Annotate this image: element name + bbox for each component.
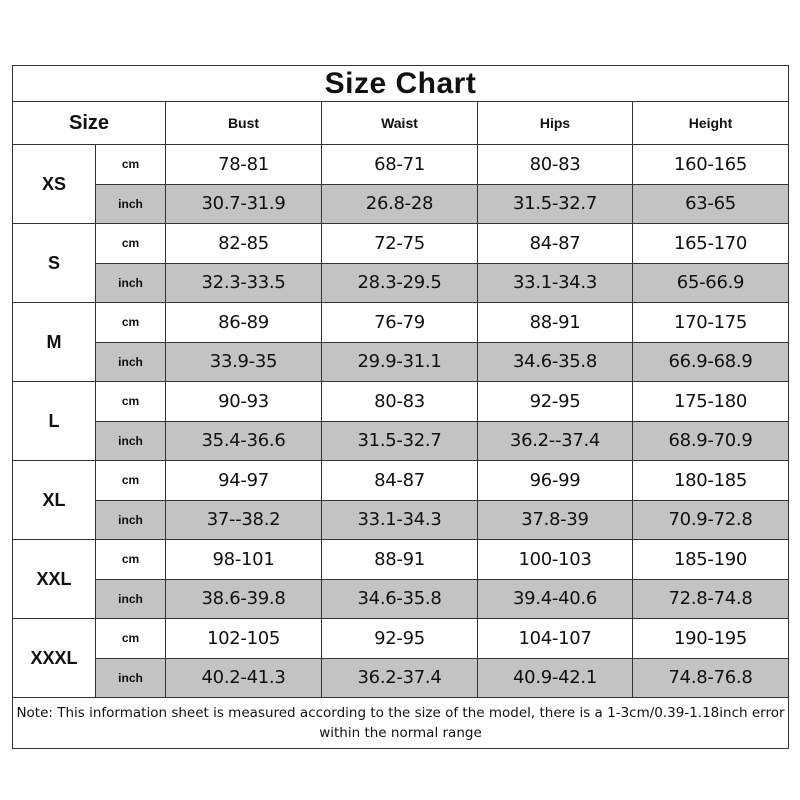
unit-label-cm: cm xyxy=(96,461,166,501)
height-value: 190-195 xyxy=(633,619,789,659)
chart-title: Size Chart xyxy=(13,66,789,102)
size-label: XXL xyxy=(13,540,96,619)
bust-value: 82-85 xyxy=(166,224,322,264)
waist-value: 28.3-29.5 xyxy=(322,263,478,303)
bust-value: 86-89 xyxy=(166,303,322,343)
height-value: 165-170 xyxy=(633,224,789,264)
unit-label-cm: cm xyxy=(96,540,166,580)
unit-label-cm: cm xyxy=(96,224,166,264)
unit-label-cm: cm xyxy=(96,145,166,185)
unit-label-cm: cm xyxy=(96,303,166,343)
height-value: 160-165 xyxy=(633,145,789,185)
unit-label-inch: inch xyxy=(96,263,166,303)
size-label: XL xyxy=(13,461,96,540)
size-row-cm xyxy=(13,303,789,343)
size-row-inch xyxy=(13,579,789,619)
size-label: S xyxy=(13,224,96,303)
size-chart-table xyxy=(12,65,789,749)
height-value: 68.9-70.9 xyxy=(633,421,789,461)
measurement-note: Note: This information sheet is measured according to the size of the model, there is a 1-3cm/0.39-1.18inch error within the normal range xyxy=(13,698,789,749)
size-row-inch xyxy=(13,500,789,540)
bust-value: 94-97 xyxy=(166,461,322,501)
waist-value: 84-87 xyxy=(322,461,478,501)
hips-value: 80-83 xyxy=(478,145,633,185)
hips-value: 88-91 xyxy=(478,303,633,343)
bust-value: 32.3-33.5 xyxy=(166,263,322,303)
size-row-cm xyxy=(13,145,789,185)
bust-value: 40.2-41.3 xyxy=(166,658,322,698)
bust-value: 30.7-31.9 xyxy=(166,184,322,224)
hips-value: 33.1-34.3 xyxy=(478,263,633,303)
waist-value: 33.1-34.3 xyxy=(322,500,478,540)
bust-value: 35.4-36.6 xyxy=(166,421,322,461)
waist-value: 80-83 xyxy=(322,382,478,422)
waist-value: 72-75 xyxy=(322,224,478,264)
hips-value: 40.9-42.1 xyxy=(478,658,633,698)
waist-value: 68-71 xyxy=(322,145,478,185)
hips-value: 100-103 xyxy=(478,540,633,580)
height-value: 185-190 xyxy=(633,540,789,580)
waist-value: 36.2-37.4 xyxy=(322,658,478,698)
bust-column-header: Bust xyxy=(166,102,322,145)
bust-value: 90-93 xyxy=(166,382,322,422)
height-value: 63-65 xyxy=(633,184,789,224)
size-label: L xyxy=(13,382,96,461)
unit-label-inch: inch xyxy=(96,658,166,698)
waist-value: 29.9-31.1 xyxy=(322,342,478,382)
waist-value: 76-79 xyxy=(322,303,478,343)
hips-value: 39.4-40.6 xyxy=(478,579,633,619)
height-value: 170-175 xyxy=(633,303,789,343)
hips-value: 96-99 xyxy=(478,461,633,501)
bust-value: 78-81 xyxy=(166,145,322,185)
height-value: 74.8-76.8 xyxy=(633,658,789,698)
size-row-cm xyxy=(13,382,789,422)
bust-value: 102-105 xyxy=(166,619,322,659)
size-column-header: Size xyxy=(13,102,166,145)
waist-value: 88-91 xyxy=(322,540,478,580)
waist-value: 26.8-28 xyxy=(322,184,478,224)
unit-label-cm: cm xyxy=(96,382,166,422)
hips-value: 34.6-35.8 xyxy=(478,342,633,382)
size-row-inch xyxy=(13,263,789,303)
height-value: 66.9-68.9 xyxy=(633,342,789,382)
size-row-inch xyxy=(13,658,789,698)
unit-label-inch: inch xyxy=(96,342,166,382)
size-row-cm xyxy=(13,224,789,264)
unit-label-inch: inch xyxy=(96,184,166,224)
size-row-inch xyxy=(13,421,789,461)
size-row-inch xyxy=(13,342,789,382)
unit-label-inch: inch xyxy=(96,579,166,619)
size-label: M xyxy=(13,303,96,382)
waist-value: 31.5-32.7 xyxy=(322,421,478,461)
hips-value: 37.8-39 xyxy=(478,500,633,540)
size-label: XS xyxy=(13,145,96,224)
height-value: 180-185 xyxy=(633,461,789,501)
bust-value: 37--38.2 xyxy=(166,500,322,540)
unit-label-cm: cm xyxy=(96,619,166,659)
height-column-header: Height xyxy=(633,102,789,145)
hips-column-header: Hips xyxy=(478,102,633,145)
waist-column-header: Waist xyxy=(322,102,478,145)
height-value: 70.9-72.8 xyxy=(633,500,789,540)
unit-label-inch: inch xyxy=(96,500,166,540)
hips-value: 84-87 xyxy=(478,224,633,264)
waist-value: 34.6-35.8 xyxy=(322,579,478,619)
hips-value: 36.2--37.4 xyxy=(478,421,633,461)
height-value: 72.8-74.8 xyxy=(633,579,789,619)
unit-label-inch: inch xyxy=(96,421,166,461)
height-value: 65-66.9 xyxy=(633,263,789,303)
hips-value: 104-107 xyxy=(478,619,633,659)
bust-value: 98-101 xyxy=(166,540,322,580)
size-row-inch xyxy=(13,184,789,224)
hips-value: 31.5-32.7 xyxy=(478,184,633,224)
size-row-cm xyxy=(13,461,789,501)
size-row-cm xyxy=(13,619,789,659)
bust-value: 38.6-39.8 xyxy=(166,579,322,619)
size-row-cm xyxy=(13,540,789,580)
size-label: XXXL xyxy=(13,619,96,698)
bust-value: 33.9-35 xyxy=(166,342,322,382)
hips-value: 92-95 xyxy=(478,382,633,422)
height-value: 175-180 xyxy=(633,382,789,422)
waist-value: 92-95 xyxy=(322,619,478,659)
